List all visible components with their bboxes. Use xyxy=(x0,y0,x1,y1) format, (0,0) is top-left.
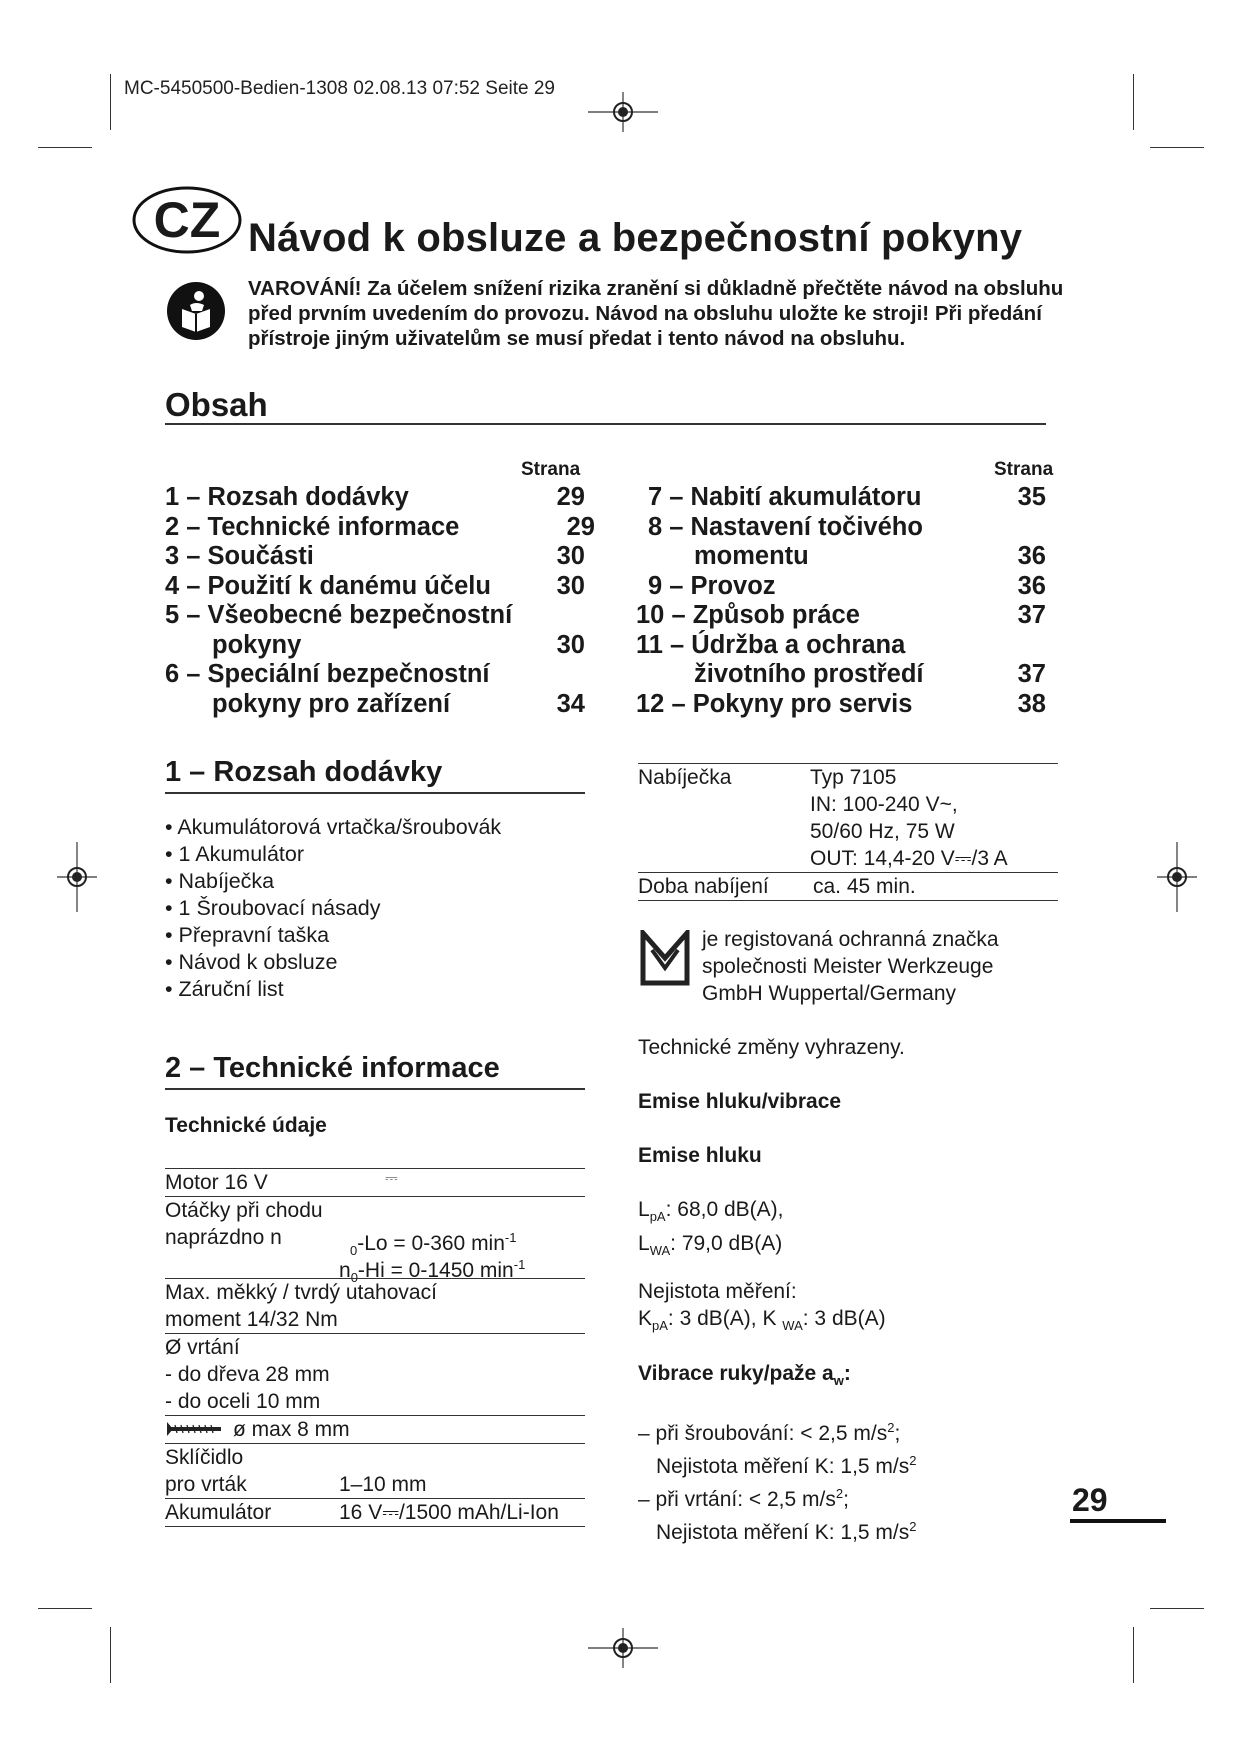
toc-item-page: 37 xyxy=(1017,601,1046,629)
text-line: Nejistota měření K: 1,5 m/s xyxy=(656,1455,910,1478)
list-item: • Přepravní taška xyxy=(165,922,501,949)
section-heading: 2 – Technické informace xyxy=(165,1052,500,1084)
table-cell: Otáčky při chodu xyxy=(165,1199,323,1222)
text-line: : 3 dB(A) xyxy=(802,1307,886,1330)
toc-item-label: 9 – Provoz xyxy=(648,571,776,600)
toc-item-label: pokyny xyxy=(212,630,302,659)
table-row xyxy=(165,1498,585,1527)
list-item: • Návod k obsluze xyxy=(165,949,501,976)
toc-item-label: 5 – Všeobecné bezpečnostní xyxy=(165,601,513,629)
toc-item[interactable] xyxy=(636,690,1046,720)
toc-item[interactable] xyxy=(165,512,595,543)
toc-item-page: 30 xyxy=(556,542,585,570)
list-item: • Záruční list xyxy=(165,976,501,1003)
toc-item[interactable] xyxy=(636,631,1046,661)
text-line: Nejistota měření K: 1,5 m/s xyxy=(656,1521,910,1544)
toc-page-label: Strana xyxy=(521,459,581,480)
text-line: GmbH Wuppertal/Germany xyxy=(702,982,957,1005)
text-line: – při šroubování: < 2,5 m/s xyxy=(638,1422,888,1445)
toc-item[interactable] xyxy=(165,542,585,572)
table-cell: Max. měkký / tvrdý utahovací xyxy=(165,1281,437,1304)
table-cell: ø max 8 mm xyxy=(233,1418,350,1441)
table-cell: OUT: 14,4-20 V⎓/3 A xyxy=(810,847,1008,870)
superscript: 2 xyxy=(887,1420,895,1435)
table-row xyxy=(165,1168,585,1196)
table-cell: 1–10 mm xyxy=(339,1473,427,1496)
toc-item-cont[interactable] xyxy=(165,690,585,720)
divider xyxy=(165,792,585,794)
registration-mark-icon xyxy=(588,92,658,132)
toc-left xyxy=(165,483,595,719)
print-header: MC-5450500-Bedien-1308 02.08.13 07:52 Seite 29 xyxy=(124,78,555,99)
brand-logo-icon xyxy=(640,930,690,986)
crop-mark xyxy=(1150,147,1204,148)
toc-item-label: 12 – Pokyny pro servis xyxy=(636,689,913,718)
list-item: • 1 Šroubovací násady xyxy=(165,895,501,922)
crop-mark xyxy=(38,1608,92,1609)
page-title: Návod k obsluze a bezpečnostní pokyny xyxy=(248,216,1023,260)
screw-icon xyxy=(167,1422,223,1436)
table-row xyxy=(165,1333,585,1415)
table-row xyxy=(165,1443,585,1498)
table-cell: ca. 45 min. xyxy=(813,875,916,898)
table-cell: IN: 100-240 V~, xyxy=(810,793,958,816)
subscript: WA xyxy=(649,1243,671,1259)
toc-item[interactable] xyxy=(165,660,585,690)
list-item: • Akumulátorová vrtačka/šroubovák xyxy=(165,814,501,841)
toc-item[interactable] xyxy=(165,572,585,602)
superscript: -1 xyxy=(504,1230,517,1245)
toc-item-cont[interactable] xyxy=(636,660,1046,690)
toc-item-page: 30 xyxy=(556,571,585,600)
section-heading: 1 – Rozsah dodávky xyxy=(165,756,443,788)
registration-mark-icon xyxy=(57,842,97,912)
changes-note: Technické změny vyhrazeny. xyxy=(638,1036,905,1059)
warning-text xyxy=(248,276,1068,351)
list-item: • Nabíječka xyxy=(165,868,501,895)
delivery-list xyxy=(165,814,501,1003)
toc-page-label: Strana xyxy=(994,459,1054,480)
toc-item[interactable] xyxy=(636,601,1046,631)
trademark-text xyxy=(702,926,999,1007)
toc-item-page: 36 xyxy=(1017,542,1046,570)
table-cell: - do oceli 10 mm xyxy=(165,1390,321,1413)
toc-item[interactable] xyxy=(636,513,1046,543)
vibration-values: – při šroubování: < 2,5 $m/s^2$; Nejistota měření K: 1,5 $m/s^2$ – při vrtání: < 2,5 $m/s^2$; Nejistota měření K: 1,5 $m/s^2$ xyxy=(638,1420,917,1544)
table-cell: Doba nabíjení xyxy=(638,875,769,898)
toc-item[interactable] xyxy=(165,601,585,631)
toc-item-page: 29 xyxy=(556,483,585,511)
toc-item-label: 7 – Nabití akumulátoru xyxy=(648,483,922,511)
crop-mark xyxy=(1150,1608,1204,1609)
divider xyxy=(165,423,1046,425)
text-line: je registovaná ochranná značka xyxy=(702,928,999,951)
sub-heading: Emise hluku/vibrace xyxy=(638,1090,842,1113)
toc-heading: Obsah xyxy=(165,386,268,423)
subscript: w xyxy=(833,1373,844,1389)
table-row xyxy=(165,1278,585,1333)
country-badge xyxy=(132,186,242,254)
table-cell: Motor 16 V xyxy=(165,1171,268,1194)
noise-values: $L_{pA}$: 68,0 dB(A), $L_{WA}$: 79,0 dB(A) xyxy=(638,1198,784,1259)
toc-right xyxy=(636,483,1046,719)
text-line: – při vrtání: < 2,5 m/s xyxy=(638,1488,836,1511)
toc-item-label: 10 – Způsob práce xyxy=(636,601,860,629)
table-cell: pro vrták xyxy=(165,1473,247,1496)
subscript: pA xyxy=(652,1318,668,1334)
text-line: Nejistota měření: xyxy=(638,1280,797,1303)
uncertainty: Nejistota měření: $K_{pA}$: 3 dB(A), K $_{WA}$: 3 dB(A) xyxy=(638,1280,886,1334)
toc-item-label: 11 – Údržba a ochrana xyxy=(636,630,906,659)
country-badge-label: CZ xyxy=(153,192,221,248)
toc-item-label: 3 – Součásti xyxy=(165,542,314,570)
subscript: 0 xyxy=(350,1270,358,1286)
dc-symbol-icon: ⎓ xyxy=(385,1170,398,1187)
table-cell: moment 14/32 Nm xyxy=(165,1308,338,1331)
toc-item-label: 4 – Použití k danému účelu xyxy=(165,571,491,600)
text-line: Vibrace ruky/paže a xyxy=(638,1362,834,1385)
toc-item-page: 36 xyxy=(1017,571,1046,600)
table-cell: Sklíčidlo xyxy=(165,1446,244,1469)
sub-heading: Technické údaje xyxy=(165,1114,327,1137)
table-row xyxy=(165,1196,585,1286)
table-cell: -Lo = 0-360 min xyxy=(357,1232,505,1255)
subscript: pA xyxy=(649,1209,666,1225)
toc-item[interactable] xyxy=(636,572,1046,602)
toc-item-label: 8 – Nastavení točivého xyxy=(648,512,923,541)
superscript: 2 xyxy=(909,1519,917,1534)
table-row xyxy=(638,763,1058,872)
table-cell: Nabíječka xyxy=(638,766,732,789)
toc-item-page: 29 xyxy=(566,512,595,541)
text-line: : 79,0 dB(A) xyxy=(670,1232,783,1256)
divider xyxy=(165,1088,585,1090)
table-row xyxy=(638,872,1058,901)
toc-item-label: 6 – Speciální bezpečnostní xyxy=(165,660,490,688)
toc-item-cont[interactable] xyxy=(636,542,1046,572)
toc-item-page: 34 xyxy=(556,689,585,718)
table-cell: naprázdno n xyxy=(165,1226,282,1249)
table-cell: n xyxy=(339,1259,351,1282)
toc-item-page: 37 xyxy=(1017,660,1046,688)
warning-body: Za účelem snížení rizika zranění si důkladně přečtěte návod na obsluhu před prvním uvedením do provozu. Návod na obsluhu uložte ke stroji! Při předání přístroje jiným uživatelům se musí předat i tento návod na obsluhu. xyxy=(248,277,1064,350)
sub-heading: Vibrace ruky/paže $a_w$: xyxy=(638,1362,851,1389)
registration-mark-icon xyxy=(588,1628,658,1668)
table-cell: 16 V⎓/1500 mAh/Li-Ion xyxy=(339,1501,559,1524)
page-number-underline xyxy=(1070,1519,1166,1523)
list-item: • 1 Akumulátor xyxy=(165,841,501,868)
tech-data-table xyxy=(165,1168,585,1527)
subscript: WA xyxy=(782,1318,803,1334)
table-cell: Typ 7105 xyxy=(810,766,897,789)
toc-item[interactable] xyxy=(636,483,1046,513)
warning-label: VAROVÁNÍ! xyxy=(248,277,362,300)
toc-item-page: 38 xyxy=(1017,689,1046,718)
crop-mark xyxy=(110,1627,111,1683)
toc-item-label: pokyny pro zařízení xyxy=(212,689,451,718)
table-row xyxy=(165,1415,585,1443)
toc-item[interactable] xyxy=(165,483,585,513)
subscript: 0 xyxy=(350,1243,358,1259)
table-cell: 50/60 Hz, 75 W xyxy=(810,820,955,843)
crop-mark xyxy=(1133,74,1134,130)
toc-item-page: 35 xyxy=(1017,483,1046,511)
table-cell: Akumulátor xyxy=(165,1501,272,1524)
text-line: : 3 dB(A), K xyxy=(667,1307,783,1330)
superscript: -1 xyxy=(513,1257,526,1272)
table-cell: -Hi = 0-1450 min xyxy=(357,1259,514,1282)
toc-item-label: 1 – Rozsah dodávky xyxy=(165,483,409,511)
text-line: : 68,0 dB(A), xyxy=(665,1198,784,1221)
registration-mark-icon xyxy=(1157,842,1197,912)
sub-heading: Emise hluku xyxy=(638,1144,762,1167)
toc-item-page: 30 xyxy=(556,630,585,659)
table-cell: - do dřeva 28 mm xyxy=(165,1363,330,1386)
toc-item-label: momentu xyxy=(694,542,809,570)
toc-item-cont[interactable] xyxy=(165,631,585,661)
charger-table xyxy=(638,763,1058,901)
text-line: společnosti Meister Werkzeuge xyxy=(702,955,994,978)
table-cell: Ø vrtání xyxy=(165,1336,240,1359)
superscript: 2 xyxy=(835,1486,844,1501)
crop-mark xyxy=(38,147,92,148)
crop-mark xyxy=(110,74,111,130)
read-manual-icon xyxy=(166,281,226,341)
page-number: 29 xyxy=(1072,1482,1108,1518)
superscript: 2 xyxy=(909,1453,917,1468)
crop-mark xyxy=(1133,1627,1134,1683)
toc-item-label: 2 – Technické informace xyxy=(165,512,460,541)
toc-item-label: životního prostředí xyxy=(694,660,924,688)
